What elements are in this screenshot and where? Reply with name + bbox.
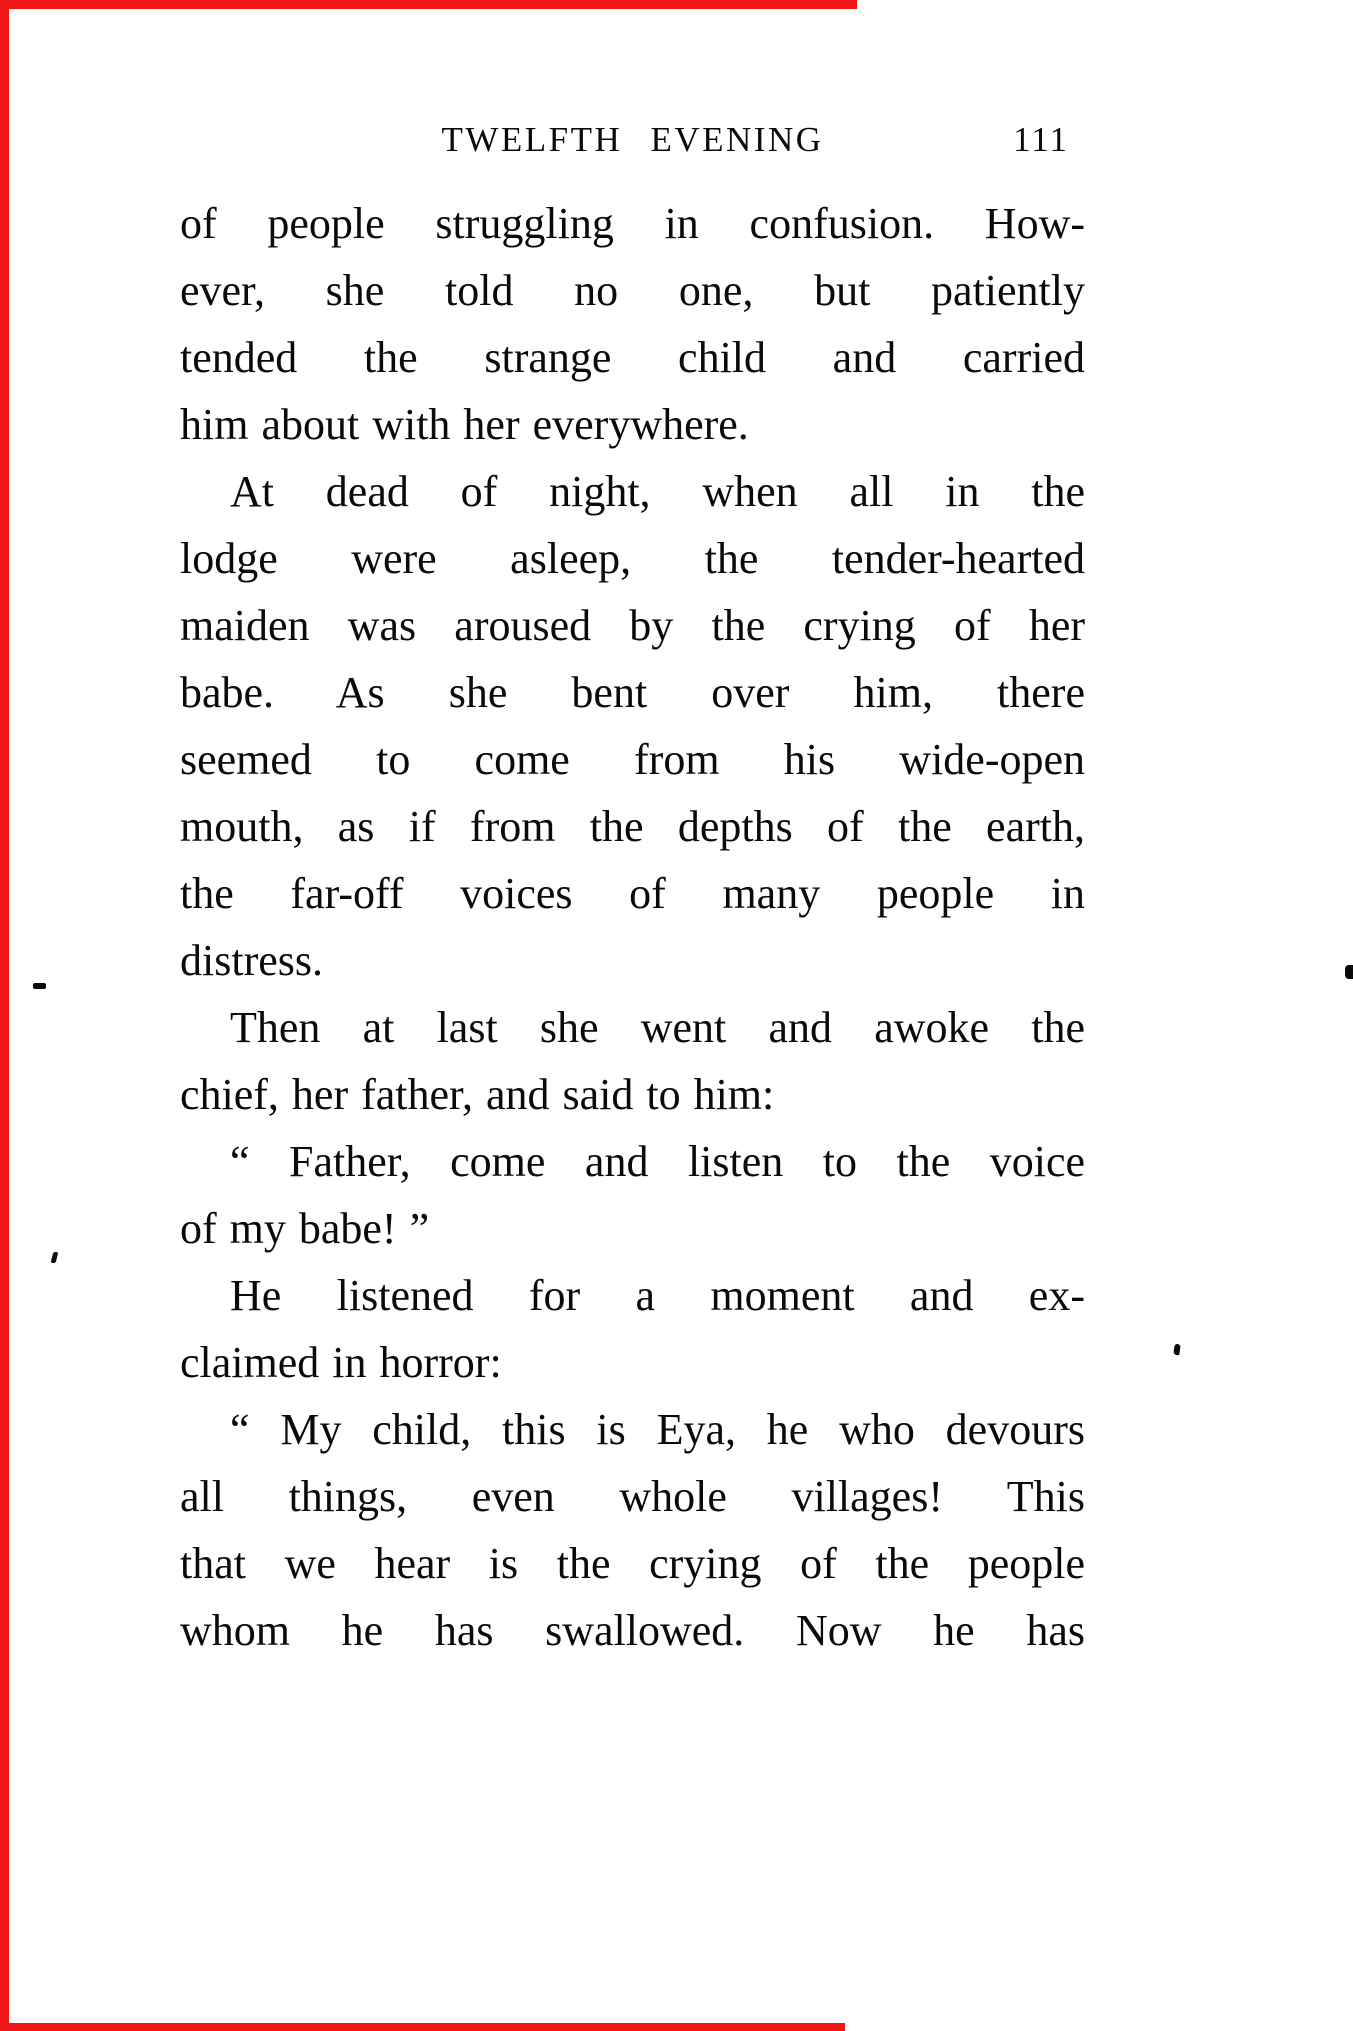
text-line: “ My child, this is Eya, he who devours [230, 1405, 1085, 1454]
page-edge-stain-left [0, 0, 9, 2031]
page-number: 111 [1013, 120, 1069, 159]
running-head [180, 120, 1085, 168]
chapter-title: TWELFTH EVENING [441, 120, 824, 159]
text-line: claimed in horror: [180, 1338, 502, 1387]
text-line: lodge were asleep, the tender-hearted [180, 534, 1085, 583]
text-line: that we hear is the crying of the people [180, 1539, 1085, 1588]
text-line: At dead of night, when all in the [230, 467, 1085, 516]
text-line: seemed to come from his wide-open [180, 735, 1085, 784]
text-line: chief, her father, and said to him: [180, 1070, 775, 1119]
text-line: ever, she told no one, but patiently [180, 266, 1085, 315]
text-line: whom he has swallowed. Now he has [180, 1606, 1085, 1655]
ink-smudge [1345, 965, 1353, 979]
page-edge-stain-top [0, 0, 857, 9]
text-line: distress. [180, 936, 323, 985]
text-line: of people struggling in confusion. How- [180, 199, 1085, 248]
text-line: mouth, as if from the depths of the earth, [180, 802, 1085, 851]
body-text [180, 190, 1085, 1664]
text-line: of my babe! ” [180, 1204, 430, 1253]
text-line: maiden was aroused by the crying of her [180, 601, 1085, 650]
page-edge-stain-bottom [0, 2023, 845, 2031]
ink-smudge [51, 1252, 59, 1263]
text-line: He listened for a moment and ex- [230, 1271, 1085, 1320]
text-line: all things, even whole villages! This [180, 1472, 1085, 1521]
text-line: the far-off voices of many people in [180, 869, 1085, 918]
text-line: him about with her everywhere. [180, 400, 749, 449]
ink-smudge [1173, 1344, 1180, 1356]
text-line: babe. As she bent over him, there [180, 668, 1085, 717]
ink-smudge [33, 983, 46, 989]
text-line: “ Father, come and listen to the voice [230, 1137, 1085, 1186]
text-line: Then at last she went and awoke the [230, 1003, 1085, 1052]
text-line: tended the strange child and carried [180, 333, 1085, 382]
